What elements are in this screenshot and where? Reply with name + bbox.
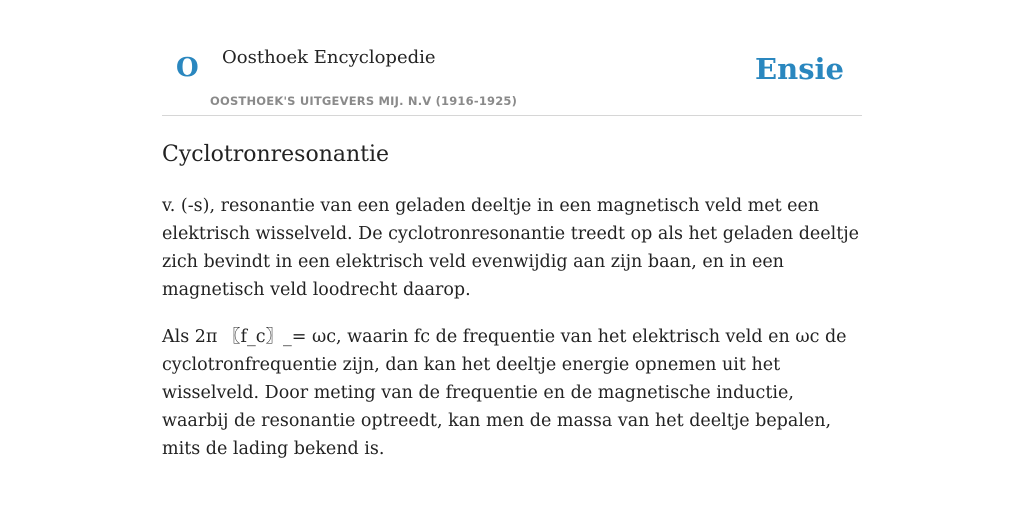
ensie-brand-link[interactable]: Ensie xyxy=(755,52,844,86)
entry-title: Cyclotronresonantie xyxy=(162,142,390,167)
entry-body xyxy=(162,192,862,482)
entry-paragraph: Als 2π 〖f_c〗_= ωc, waarin fc de frequentie van het elektrisch veld en ωc de cyclotronfrequentie zijn, dan kan het deeltje energie opnemen uit het wisselveld. Door meting van de frequentie en de magnetische inductie, waarbij de resonantie optreedt, kan men de massa van het deeltje bepalen, mits de lading bekend is. xyxy=(162,327,847,459)
site-header xyxy=(162,0,862,116)
page-container xyxy=(162,0,862,459)
publisher-subtitle: OOSTHOEK'S UITGEVERS MIJ. N.V (1916-1925) xyxy=(210,94,518,108)
entry-paragraph: v. (-s), resonantie van een geladen deeltje in een magnetisch veld met een elektrisch wisselveld. De cyclotronresonantie treedt op als het geladen deeltje zich bevindt in een elektrisch veld evenwijdig aan zijn baan, en in een magnetisch veld loodrecht daarop. xyxy=(162,196,860,300)
site-title-link[interactable]: Oosthoek Encyclopedie xyxy=(222,47,436,68)
site-logo[interactable]: O xyxy=(176,53,199,83)
